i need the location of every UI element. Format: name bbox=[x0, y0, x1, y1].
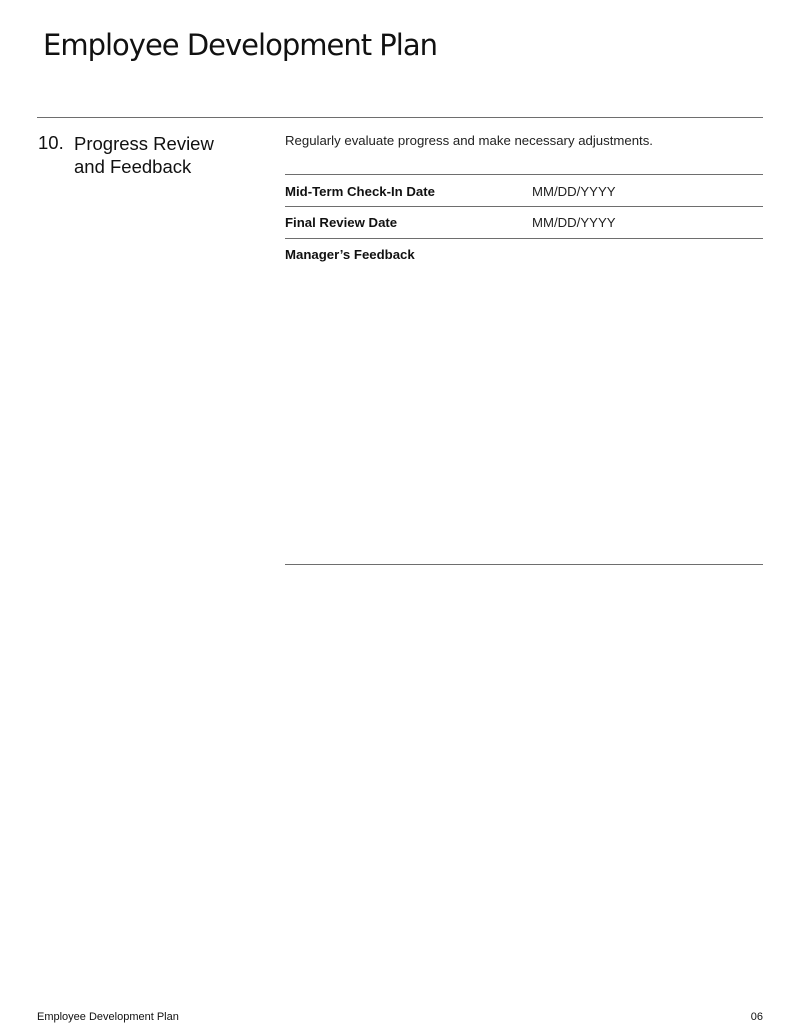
section-title-line2: and Feedback bbox=[74, 156, 192, 177]
feedback-bottom-divider bbox=[285, 564, 763, 565]
manager-feedback-input[interactable] bbox=[285, 262, 767, 562]
field-divider bbox=[285, 238, 763, 239]
page-title: Employee Development Plan bbox=[43, 28, 437, 62]
manager-feedback-label: Manager’s Feedback bbox=[285, 247, 415, 262]
field-divider bbox=[285, 174, 763, 175]
page-number: 06 bbox=[750, 1011, 763, 1023]
final-review-date-label: Final Review Date bbox=[285, 215, 398, 230]
header-divider bbox=[37, 117, 763, 118]
section-title-line1: Progress Review bbox=[74, 133, 214, 154]
section-title bbox=[74, 132, 254, 178]
field-divider bbox=[285, 206, 763, 207]
final-review-date-input[interactable]: MM/DD/YYYY bbox=[532, 215, 616, 230]
footer-doc-title: Employee Development Plan bbox=[37, 1011, 179, 1023]
mid-term-date-input[interactable]: MM/DD/YYYY bbox=[532, 184, 616, 199]
mid-term-date-label: Mid-Term Check-In Date bbox=[285, 184, 435, 199]
section-number: 10. bbox=[38, 132, 64, 153]
section-description: Regularly evaluate progress and make necessary adjustments. bbox=[285, 133, 653, 148]
